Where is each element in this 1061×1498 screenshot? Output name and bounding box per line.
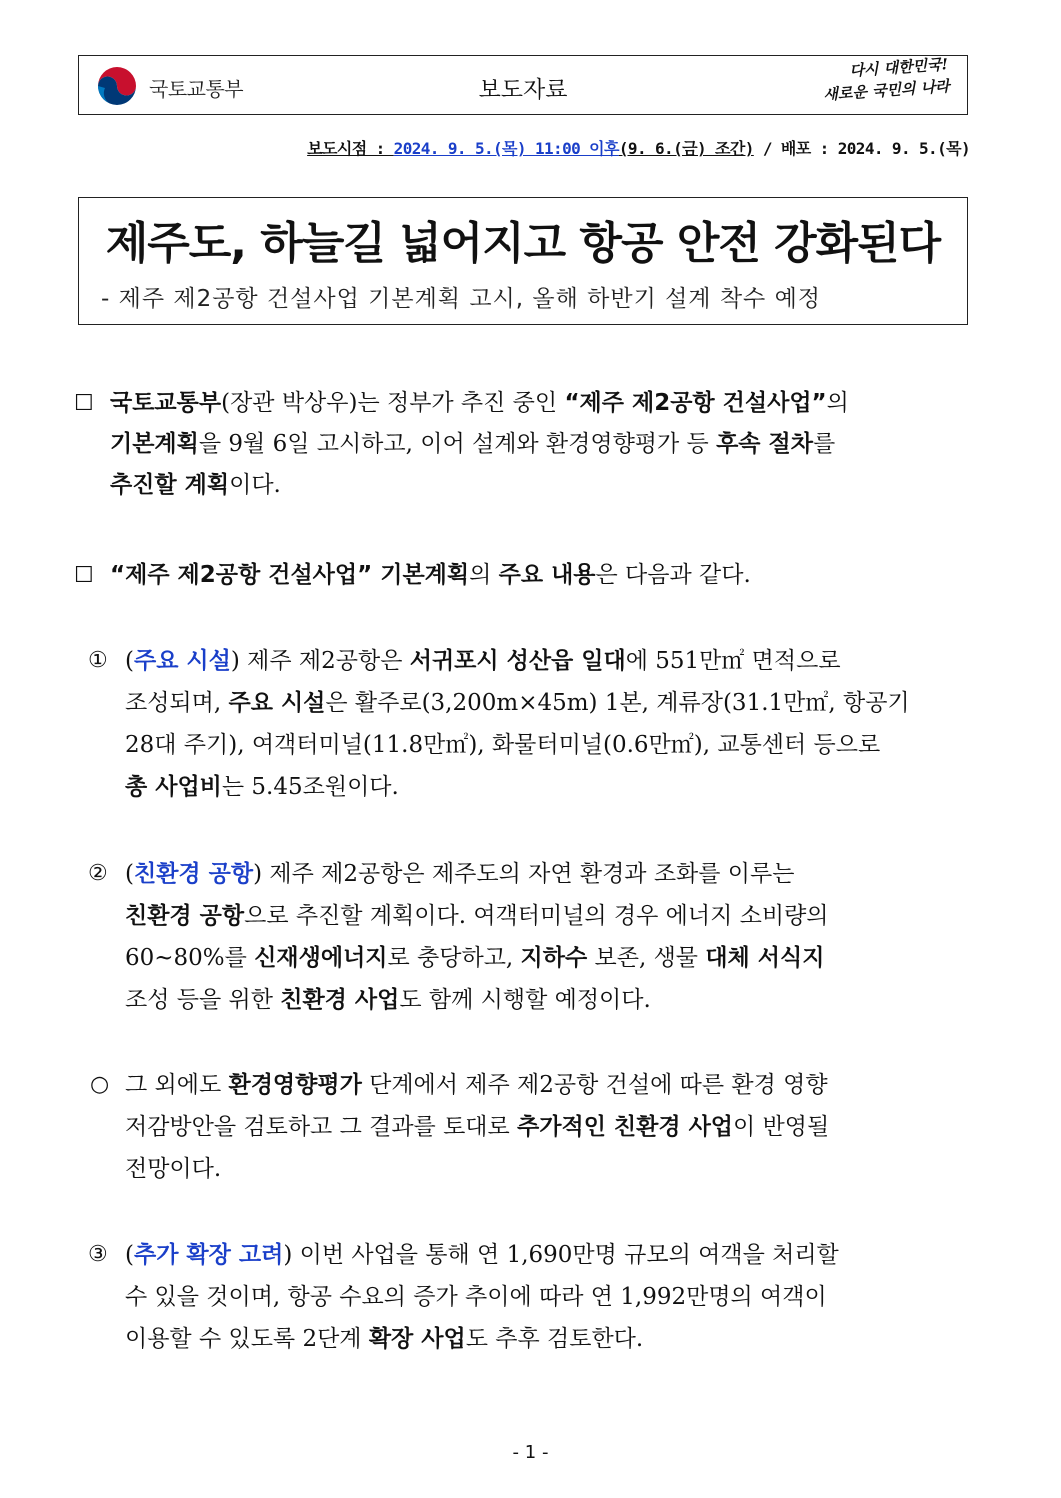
item-main-facilities bbox=[125, 640, 970, 808]
item-heading-text: 주요 시설 bbox=[133, 648, 231, 674]
emphasis-text: 친환경 공항 bbox=[125, 903, 245, 929]
body-text: 로 충당하고, bbox=[387, 945, 521, 971]
body-text: 단계에서 제주 제2공항 건설에 따른 환경 영향 bbox=[361, 1072, 828, 1098]
headline: 제주도, 하늘길 넓어지고 항공 안전 강화된다 bbox=[105, 218, 941, 269]
body-text: 도 추후 검토한다. bbox=[465, 1326, 644, 1352]
paragraph-announcement bbox=[110, 383, 968, 506]
emphasis-text: 추가적인 친환경 사업 bbox=[517, 1114, 734, 1140]
body-text: 수 있을 것이며, 항공 수요의 증가 추이에 따라 연 1,992만명의 여객이 bbox=[125, 1284, 827, 1310]
body-text: 는 5.45조원이다. bbox=[221, 774, 399, 800]
text-line bbox=[110, 383, 968, 424]
body-text: 그 외에도 bbox=[125, 1072, 229, 1098]
text-line bbox=[125, 895, 970, 937]
body-text: (장관 박상우)는 정부가 추진 중인 bbox=[221, 390, 565, 416]
slogan-line-1: 다시 대한민국! bbox=[848, 55, 949, 80]
body-text: 의 bbox=[469, 562, 499, 588]
body-text: 에 551만㎡ 면적으로 bbox=[625, 648, 841, 674]
document-type: 보도자료 bbox=[478, 77, 568, 103]
distribution-date: 배포 : 2024. 9. 5.(목) bbox=[780, 139, 970, 158]
text-line bbox=[125, 1234, 970, 1276]
body-text: 으로 추진할 계획이다. 여객터미널의 경우 에너지 소비량의 bbox=[244, 903, 829, 929]
body-text: ) 제주 제2공항은 제주도의 자연 환경과 조화를 이루는 bbox=[253, 861, 795, 887]
body-text: 를 bbox=[812, 431, 836, 457]
body-text: 이 반영될 bbox=[733, 1114, 830, 1140]
ministry-name: 국토교통부 bbox=[149, 77, 244, 101]
emphasis-text: “제주 제2공항 건설사업” 기본계획 bbox=[110, 562, 470, 588]
emphasis-text: 총 사업비 bbox=[125, 774, 222, 800]
emphasis-text: 대체 서식지 bbox=[705, 945, 825, 971]
body-text: 조성 등을 위한 bbox=[125, 987, 281, 1013]
emphasis-text: 지하수 bbox=[520, 945, 588, 971]
emphasis-text: 국토교통부 bbox=[110, 390, 222, 416]
page-number: - 1 - bbox=[512, 1442, 549, 1463]
body-text: 60~80%를 bbox=[125, 945, 255, 971]
body-text: 조성되며, bbox=[125, 690, 229, 716]
text-line bbox=[125, 1064, 970, 1106]
body-text: 이다. bbox=[229, 472, 281, 498]
text-line bbox=[110, 555, 968, 596]
emphasis-text: 기본계획 bbox=[110, 431, 199, 457]
header-box bbox=[78, 55, 968, 115]
item-number-marker: ① bbox=[88, 648, 108, 673]
body-text: ( bbox=[125, 648, 134, 674]
body-text: 이용할 수 있도록 2단계 bbox=[125, 1326, 369, 1352]
body-text: ) 제주 제2공항은 bbox=[230, 648, 410, 674]
body-text: 저감방안을 검토하고 그 결과를 토대로 bbox=[125, 1114, 518, 1140]
paragraph-summary bbox=[110, 555, 968, 596]
emphasis-text: 주요 내용 bbox=[498, 562, 596, 588]
text-line bbox=[125, 724, 970, 766]
body-text: ( bbox=[125, 1242, 134, 1268]
text-line bbox=[110, 465, 968, 506]
body-text: ( bbox=[125, 861, 134, 887]
text-line bbox=[125, 766, 970, 808]
text-line bbox=[125, 979, 970, 1021]
text-line bbox=[110, 424, 968, 465]
body-text: 전망이다. bbox=[125, 1156, 222, 1182]
emphasis-text: 후속 절차 bbox=[716, 431, 813, 457]
release-info bbox=[307, 136, 970, 159]
item-eco-airport bbox=[125, 853, 970, 1021]
release-morning: (9. 6.(금) 조간) bbox=[618, 139, 754, 158]
body-text: 은 활주로(3,200m×45m) 1본, 계류장(31.1만㎡, 항공기 bbox=[325, 690, 910, 716]
release-time: 2024. 9. 5.(목) 11:00 이후 bbox=[393, 139, 619, 158]
emphasis-text: 환경영향평가 bbox=[228, 1072, 362, 1098]
emphasis-text: 서귀포시 성산읍 일대 bbox=[409, 648, 626, 674]
checkbox-marker: ☐ bbox=[74, 391, 94, 416]
emphasis-text: “제주 제2공항 건설사업” bbox=[564, 390, 827, 416]
text-line bbox=[125, 1106, 970, 1148]
title-box bbox=[78, 197, 968, 325]
text-line bbox=[125, 1276, 970, 1318]
emphasis-text: 친환경 사업 bbox=[280, 987, 400, 1013]
text-line bbox=[125, 640, 970, 682]
item-number-marker: ② bbox=[88, 861, 108, 886]
item-heading-text: 친환경 공항 bbox=[133, 861, 254, 887]
emphasis-text: 추진할 계획 bbox=[110, 472, 230, 498]
body-text: 을 9월 6일 고시하고, 이어 설계와 환경영향평가 등 bbox=[198, 431, 717, 457]
text-line bbox=[125, 682, 970, 724]
text-line bbox=[125, 937, 970, 979]
body-text: 은 다음과 같다. bbox=[595, 562, 751, 588]
bullet-marker: ○ bbox=[90, 1072, 110, 1097]
checkbox-marker: ☐ bbox=[74, 563, 94, 588]
emphasis-text: 신재생에너지 bbox=[254, 945, 388, 971]
text-line bbox=[125, 1318, 970, 1360]
subheadline: - 제주 제2공항 건설사업 기본계획 고시, 올해 하반기 설계 착수 예정 bbox=[101, 286, 822, 312]
body-text: 28대 주기), 여객터미널(11.8만㎡), 화물터미널(0.6만㎡), 교통센터 등으로 bbox=[125, 732, 881, 758]
text-line bbox=[125, 1148, 970, 1190]
slogan-line-2: 새로운 국민의 나라 bbox=[822, 77, 951, 104]
release-separator: / bbox=[753, 139, 781, 158]
emphasis-text: 확장 사업 bbox=[368, 1326, 466, 1352]
body-text: 보존, 생물 bbox=[587, 945, 706, 971]
item-heading-text: 추가 확장 고려 bbox=[133, 1242, 284, 1268]
body-text: 의 bbox=[826, 390, 849, 416]
body-text: ) 이번 사업을 통해 연 1,690만명 규모의 여객을 처리할 bbox=[283, 1242, 839, 1268]
text-line bbox=[125, 853, 970, 895]
release-label: 보도시점 : bbox=[307, 139, 394, 158]
item-number-marker: ③ bbox=[88, 1242, 108, 1267]
item-expansion bbox=[125, 1234, 970, 1360]
body-text: 도 함께 시행할 예정이다. bbox=[399, 987, 651, 1013]
item-environmental-review bbox=[125, 1064, 970, 1190]
emphasis-text: 주요 시설 bbox=[228, 690, 326, 716]
